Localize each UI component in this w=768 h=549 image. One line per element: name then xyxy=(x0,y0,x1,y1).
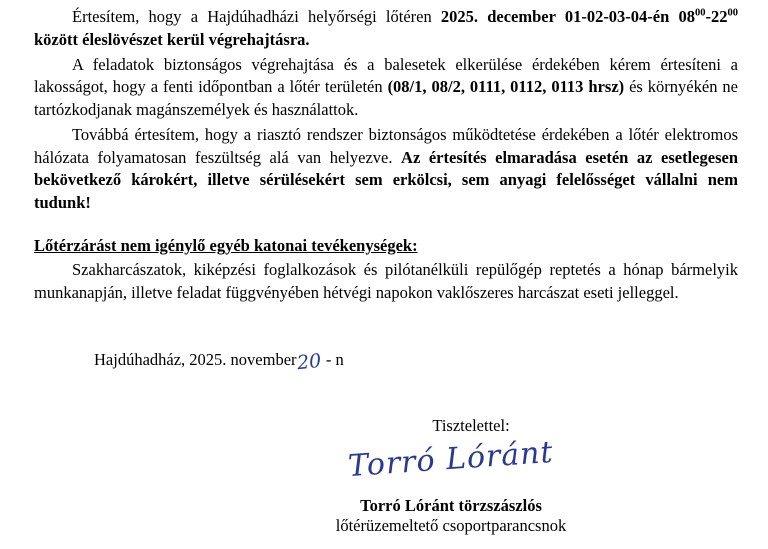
closing-salutation: Tisztelettel: xyxy=(432,416,510,436)
liability-disclaimer: Az értesítés elmaradása esetén az esetlegesen bekövetkező károkért, illetve sérülésekért sem erkölcsi, sem anyagi felelősséget vállalni nem tudunk! xyxy=(34,147,739,213)
signer-role: lőtérüzemeltető csoportparancsnok xyxy=(335,516,567,536)
signature-area xyxy=(34,435,738,500)
parcel-numbers: (08/1, 08/2, 0111, 0112, 0113 hrsz) xyxy=(387,77,625,97)
section-body-text: Szakharcászatok, kiképzési foglalkozások és pilótanélküli repülőgép reptetés a hónap bármelyik munkanapján, illetve feladat függvényében hétvégi napokon vaklőszeres harcászat eseti jelleggel. xyxy=(34,259,738,302)
text-run-bold: között éleslövészet kerül végrehajtásra. xyxy=(34,29,310,49)
place-date-suffix: - n xyxy=(325,350,344,370)
handwritten-day: 20 xyxy=(295,350,322,375)
paragraph-notice-main xyxy=(34,6,738,52)
text-run: Értesítem, hogy a Hajdúhadházi helyőrségi lőtéren xyxy=(72,7,441,26)
place-date-prefix: Hajdúhadház, 2025. november xyxy=(94,350,297,370)
time-superscript-end: 00 xyxy=(727,7,738,19)
place-and-date xyxy=(34,348,738,375)
text-run: A feladatok biztonságos végrehajtása és a balesetek elkerülése érdekében kérem értesíteni a lakosságot, hogy a fenti időpontban a lőtér területén xyxy=(34,54,738,97)
section-heading: Lőtérzárást nem igénylő egyéb katonai tevékenységek: xyxy=(34,235,418,255)
time-superscript-start: 00 xyxy=(694,7,706,19)
paragraph-safety-request xyxy=(34,54,738,122)
text-run-bold: 2025. december 01-02-03-04-én 08 xyxy=(440,7,695,26)
time-dash: - xyxy=(705,7,711,26)
handwritten-signature: Torró Lóránt xyxy=(347,435,555,485)
signer-name: Torró Lóránt törzszászlós xyxy=(360,496,542,516)
text-run: Továbbá értesítem, hogy a riasztó rendszer biztonságos működtetése érdekében a lőtér elektromos hálózata folyamatosan feszültség alá van helyezve. xyxy=(34,124,738,167)
text-run: és környékén ne tartózkodjanak magánszemélyek és használattok. xyxy=(34,77,738,120)
time-end: 22 xyxy=(710,7,728,26)
paragraph-alarm-system xyxy=(34,124,738,215)
